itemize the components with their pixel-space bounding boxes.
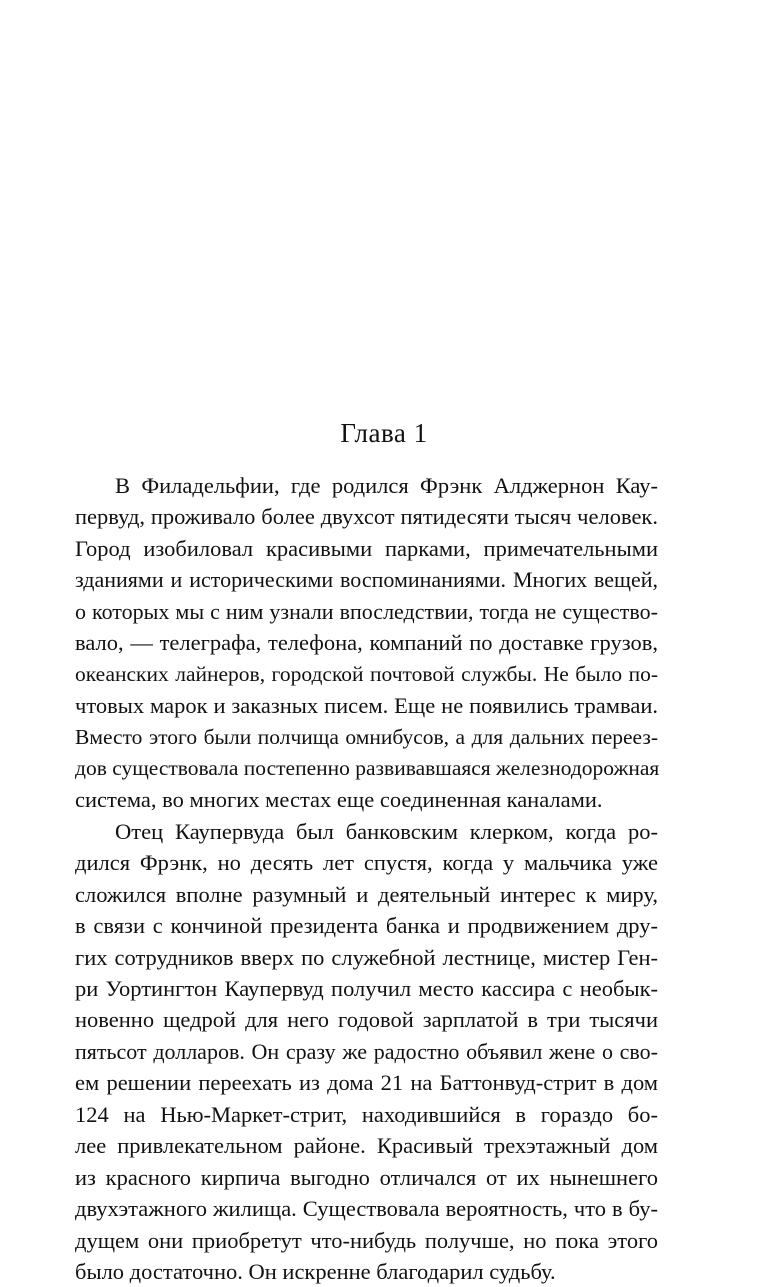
paragraph-line: океанских лайнеров, городской почтовой службы. Не было по-: [75, 661, 658, 686]
paragraph-line: Вместо этого были полчища омнибусов, а для дальних переез-: [75, 724, 658, 749]
paragraph-line: лее привлекательном районе. Красивый трехэтажный дом: [75, 1133, 658, 1159]
paragraph-line: зданиями и историческими воспоминаниями. Многих вещей,: [75, 567, 658, 593]
paragraph-line: в связи с кончиной президента банка и продвижением дру-: [75, 913, 658, 939]
chapter-body: [75, 470, 658, 1287]
paragraph-line: гих сотрудников вверх по служебной лестнице, мистер Ген-: [75, 944, 658, 970]
paragraph-line: дов существовала постепенно развивавшаяся железнодорожная: [75, 755, 660, 780]
paragraph-line: Отец Каупервуда был банковским клерком, когда ро-: [115, 818, 658, 844]
paragraph-line: В Филадельфии, где родился Фрэнк Алджернон Кау-: [115, 473, 658, 498]
paragraph-line: двухэтажного жилища. Существовала вероятность, что в бу-: [75, 1196, 658, 1222]
paragraph-line: дущем они приобретут что-нибудь получше, но пока этого: [75, 1227, 658, 1253]
paragraph-line: было достаточно. Он искренне благодарил судьбу.: [75, 1258, 556, 1284]
paragraph-line: система, во многих местах еще соединенная каналами.: [75, 787, 603, 813]
paragraph-line: ем решении переехать из дома 21 на Баттонвуд-стрит в дом: [75, 1070, 658, 1096]
paragraph-line: о которых мы с ним узнали впоследствии, тогда не существо-: [75, 598, 658, 624]
paragraph-line: первуд, проживало более двухсот пятидесяти тысяч человек.: [75, 504, 658, 530]
paragraph-line: вало, — телеграфа, телефона, компаний по доставке грузов,: [75, 630, 658, 656]
paragraph-line: из красного кирпича выгодно отличался от их нынешнего: [75, 1164, 658, 1190]
paragraph-line: сложился вполне разумный и деятельный интерес к миру,: [75, 881, 658, 907]
chapter-title: Глава 1: [340, 418, 428, 448]
paragraph-line: пятьсот долларов. Он сразу же радостно объявил жене о сво-: [75, 1038, 658, 1064]
paragraph-2: [75, 816, 658, 1287]
paragraph-line: ри Уортингтон Каупервуд получил место кассира с необык-: [75, 976, 658, 1001]
paragraph-line: Город изобиловал красивыми парками, примечательными: [75, 535, 658, 561]
paragraph-line: 124 на Нью-Маркет-стрит, находившийся в гораздо бо-: [75, 1101, 658, 1127]
paragraph-line: чтовых марок и заказных писем. Еще не появились трамваи.: [75, 693, 658, 719]
paragraph-line: новенно щедрой для него годовой зарплатой в три тысячи: [75, 1007, 658, 1033]
paragraph-1: [75, 470, 658, 816]
paragraph-line: дился Фрэнк, но десять лет спустя, когда у мальчика уже: [75, 850, 658, 876]
